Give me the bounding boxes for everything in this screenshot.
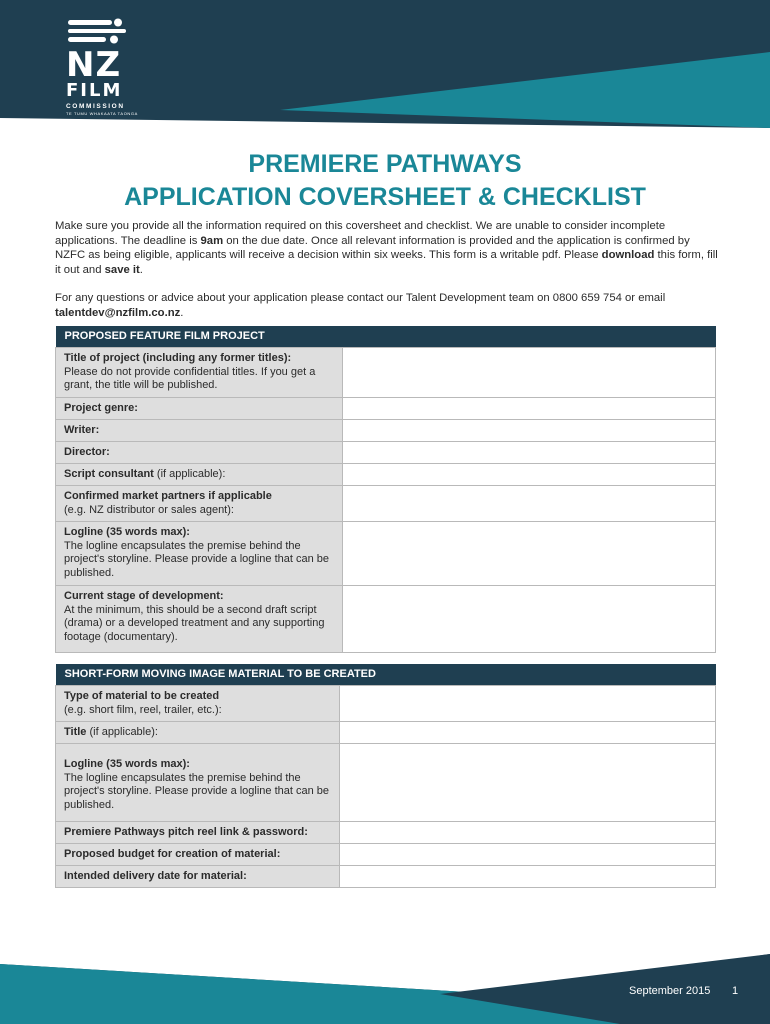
table-row — [56, 442, 716, 464]
project-genre-field[interactable] — [342, 398, 715, 420]
market-partners-field[interactable] — [342, 486, 715, 522]
intro-text: this form, fill it out and — [55, 249, 718, 276]
contact-text: . — [180, 306, 184, 319]
table-row — [56, 464, 716, 486]
contact-paragraph — [55, 291, 720, 320]
feature-film-table — [55, 326, 716, 653]
table-row — [56, 522, 716, 586]
director-field[interactable] — [342, 442, 715, 464]
writer-field[interactable] — [342, 420, 715, 442]
intro-text: on the due date. Once all relevant information is provided and the application is confirmed by NZFC as being eligible, applicants will receive a decision within six weeks. This form is a writable pdf. Please — [55, 234, 690, 261]
table-row — [56, 420, 716, 442]
field-label: Director: — [56, 442, 343, 464]
table-row — [56, 686, 716, 722]
field-label: Proposed budget for creation of material: — [56, 844, 340, 866]
contact-text: For any questions or advice about your application please contact our Talent Development team on 0800 659 754 or email — [55, 292, 666, 304]
table-row — [56, 866, 716, 888]
material-logline-field[interactable] — [339, 744, 715, 822]
table-row — [56, 722, 716, 744]
field-label: Script consultant (if applicable): — [56, 464, 343, 486]
field-label: Premiere Pathways pitch reel link & password: — [56, 822, 340, 844]
section-header: SHORT-FORM MOVING IMAGE MATERIAL TO BE CREATED — [56, 664, 716, 686]
intro-download: download — [601, 249, 655, 261]
table-row — [56, 844, 716, 866]
logo-tagline: TE TUMU WHAKAATA TAONGA — [66, 111, 138, 116]
budget-field[interactable] — [339, 844, 715, 866]
material-type-field[interactable] — [339, 686, 715, 722]
field-label: Type of material to be created (e.g. short film, reel, trailer, etc.): — [56, 686, 340, 722]
intro-deadline: 9am — [200, 234, 224, 247]
table-row — [56, 822, 716, 844]
table-row — [56, 348, 716, 398]
logo-nz: NZ — [66, 45, 122, 85]
field-label: Project genre: — [56, 398, 343, 420]
material-title-field[interactable] — [339, 722, 715, 744]
field-label: Writer: — [56, 420, 343, 442]
logo-film: FILM — [66, 80, 123, 101]
title-line-1: PREMIERE PATHWAYS — [248, 150, 522, 178]
field-label: Current stage of development: At the minimum, this should be a second draft script (drama) or a developed treatment and any supporting footage (documentary). — [56, 586, 343, 653]
nzfc-logo — [66, 18, 146, 116]
field-label: Title (if applicable): — [56, 722, 340, 744]
stage-of-development-field[interactable] — [342, 586, 715, 653]
footer-date: September 2015 — [629, 985, 711, 997]
logo-bars-icon — [66, 18, 130, 44]
delivery-date-field[interactable] — [339, 866, 715, 888]
pitch-reel-field[interactable] — [339, 822, 715, 844]
intro-paragraph — [55, 219, 720, 277]
field-label: Title of project (including any former titles): Please do not provide confidential titles. If you get a grant, the title will be published. — [56, 348, 343, 398]
section-header: PROPOSED FEATURE FILM PROJECT — [56, 326, 716, 348]
email-link[interactable]: talentdev@nzfilm.co.nz — [55, 306, 181, 319]
short-form-table — [55, 664, 716, 888]
field-label: Confirmed market partners if applicable (e.g. NZ distributor or sales agent): — [56, 486, 343, 522]
field-label: Logline (35 words max): The logline encapsulates the premise behind the project's storyline. Please provide a logline that can be published. — [56, 522, 343, 586]
title-of-project-field[interactable] — [342, 348, 715, 398]
title-line-2: APPLICATION COVERSHEET & CHECKLIST — [124, 183, 646, 211]
script-consultant-field[interactable] — [342, 464, 715, 486]
page-number: 1 — [732, 985, 739, 997]
table-row — [56, 586, 716, 653]
logline-field[interactable] — [342, 522, 715, 586]
intro-save: save it — [104, 263, 140, 276]
table-row — [56, 744, 716, 822]
intro-text: . — [139, 263, 143, 276]
intro-text: Make sure you provide all the information required on this coversheet and checklist. We are unable to consider incomplete applications. The deadline is — [55, 220, 666, 247]
field-label: Intended delivery date for material: — [56, 866, 340, 888]
page-title — [0, 148, 770, 214]
field-label: Logline (35 words max): The logline encapsulates the premise behind the project's storyline. Please provide a logline that can be published. — [56, 744, 340, 822]
table-row — [56, 486, 716, 522]
table-row — [56, 398, 716, 420]
logo-commission: COMMISSION — [66, 103, 125, 110]
